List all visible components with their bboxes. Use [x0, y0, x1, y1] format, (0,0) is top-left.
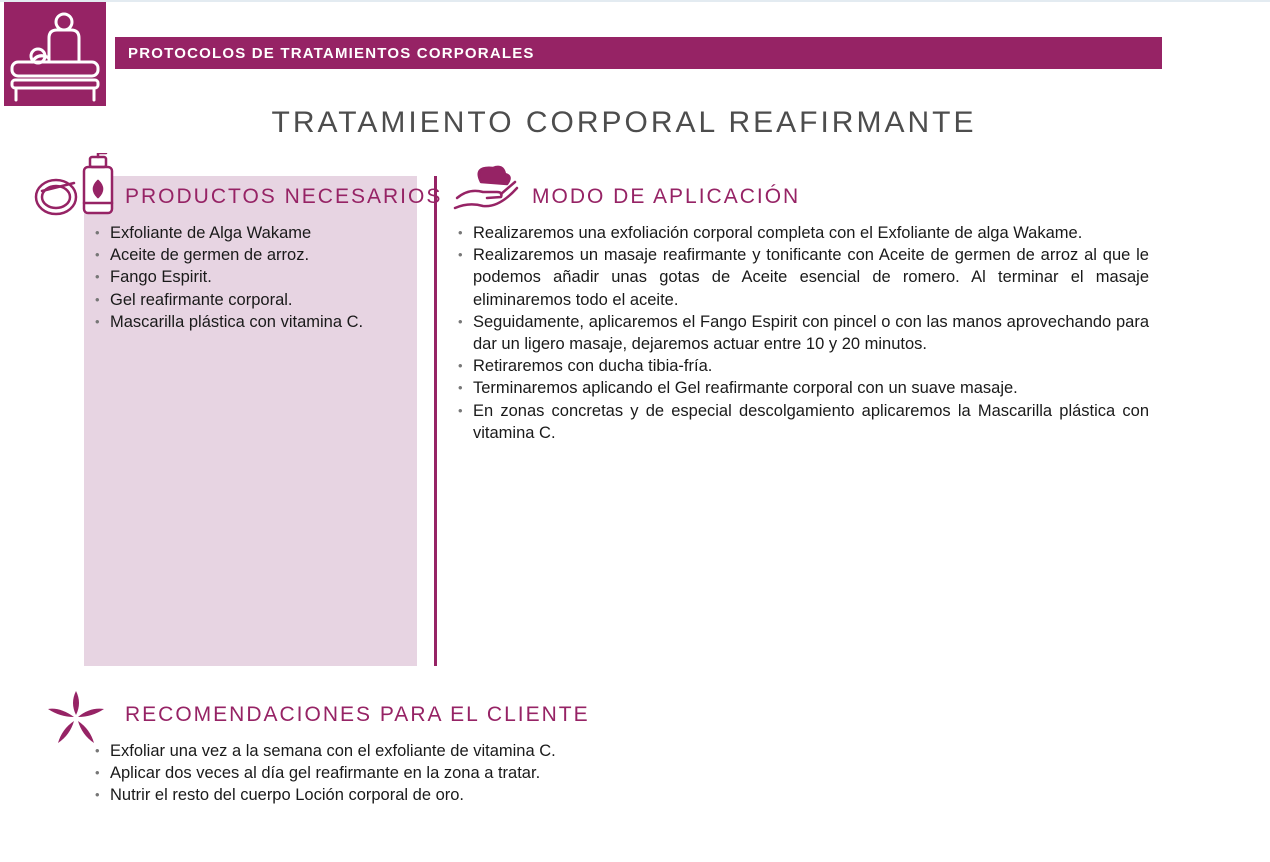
list-item: • Retiraremos con ducha tibia-fría. [458, 355, 1149, 377]
products-list [95, 222, 410, 333]
top-divider [0, 0, 1270, 2]
recommendations-list [95, 740, 695, 807]
list-item: • Exfoliar una vez a la semana con el exfoliante de vitamina C. [95, 740, 695, 762]
recommendations-heading: RECOMENDACIONES PARA EL CLIENTE [125, 703, 590, 726]
list-item: • Gel reafirmante corporal. [95, 289, 410, 311]
column-divider [434, 176, 437, 666]
page-title: TRATAMIENTO CORPORAL REAFIRMANTE [271, 106, 977, 139]
list-item: • Seguidamente, aplicaremos el Fango Espirit con pincel o con las manos aprovechando para dar un ligero masaje, dejaremos actuar entre 10 y 20 minutos. [458, 311, 1149, 355]
list-item: • Aplicar dos veces al día gel reafirmante en la zona a tratar. [95, 762, 695, 784]
list-item: • Fango Espirit. [95, 266, 410, 288]
list-item: • Aceite de germen de arroz. [95, 244, 410, 266]
list-item: • Mascarilla plástica con vitamina C. [95, 311, 410, 333]
list-item: • Nutrir el resto del cuerpo Loción corporal de oro. [95, 784, 695, 806]
flower-icon [46, 689, 106, 747]
application-steps [458, 222, 1149, 444]
application-heading: MODO DE APLICACIÓN [532, 185, 801, 208]
hand-cream-icon [453, 162, 521, 214]
header-bar [115, 37, 1162, 69]
massage-table-icon [4, 2, 106, 106]
list-item: • Realizaremos una exfoliación corporal completa con el Exfoliante de alga Wakame. [458, 222, 1149, 244]
header-label: PROTOCOLOS DE TRATAMIENTOS CORPORALES [128, 45, 535, 62]
list-item: • Realizaremos un masaje reafirmante y tonificante con Aceite de germen de arroz al que le podemos añadir unas gotas de Aceite esencial de romero. Al terminar el masaje eliminaremos todo el aceite. [458, 244, 1149, 311]
list-item: • En zonas concretas y de especial descolgamiento aplicaremos la Mascarilla plástica con vitamina C. [458, 400, 1149, 444]
cosmetic-products-icon [34, 153, 116, 217]
products-heading: PRODUCTOS NECESARIOS [125, 185, 443, 208]
list-item: • Terminaremos aplicando el Gel reafirmante corporal con un suave masaje. [458, 377, 1149, 399]
list-item: • Exfoliante de Alga Wakame [95, 222, 410, 244]
